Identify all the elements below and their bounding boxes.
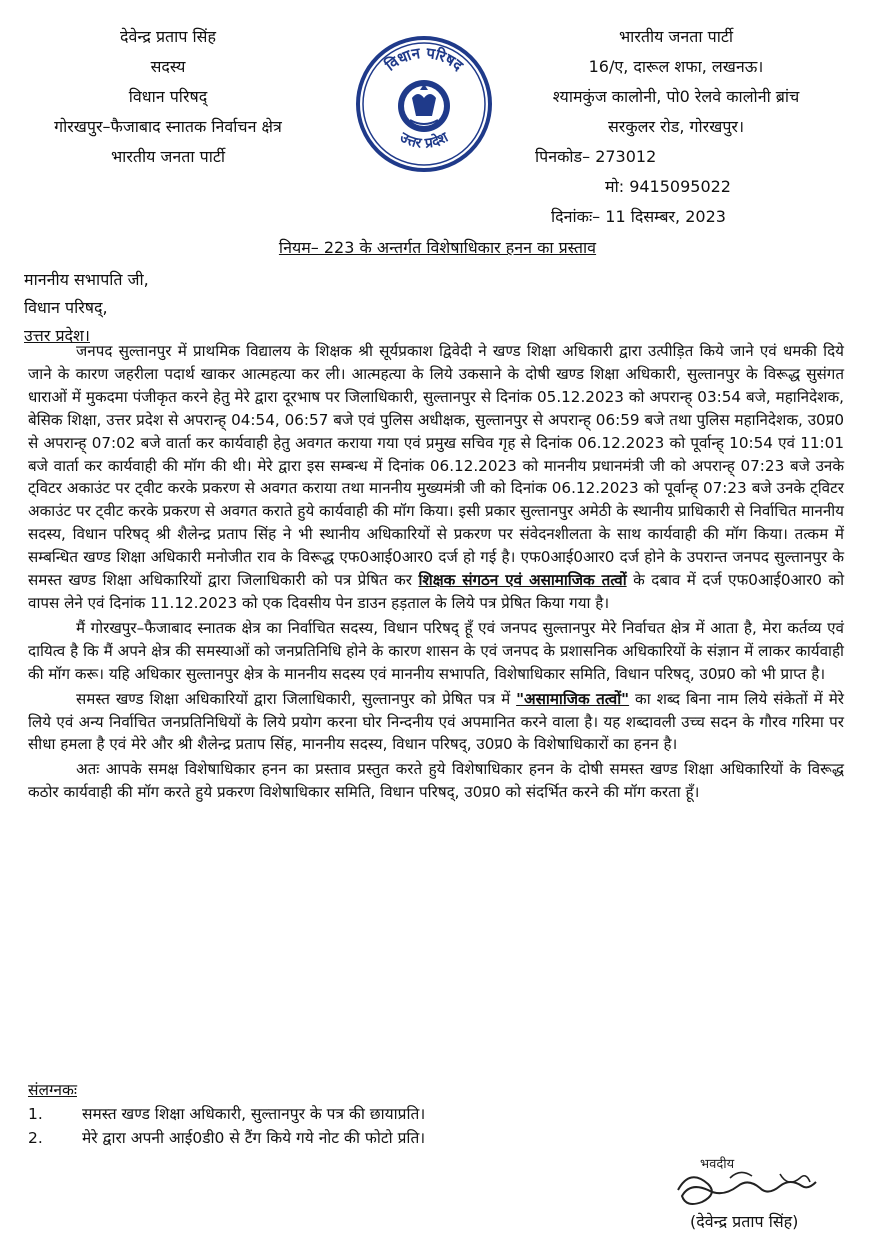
address-party: भारतीय जनता पार्टी	[618, 27, 734, 46]
seal-top-text: विधान परिषद	[381, 43, 467, 75]
enclosures	[28, 1078, 425, 1150]
paragraph-3-highlight: "असामाजिक तत्वों"	[516, 689, 630, 708]
enclosure-number: 2.	[28, 1129, 43, 1147]
letter-body	[28, 340, 844, 806]
paragraph-4: अतः आपके समक्ष विशेषाधिकार हनन का प्रस्ताव प्रस्तुत करते हुये विशेषाधिकार हनन के दोषी समस्त खण्ड शिक्षा अधिकारियों के विरूद्ध कठोर कार्यवाही की मॉग करते हुये प्रकरण विशेषाधिकार समिति, विधान परिषद्, उ0प्र0 को संदर्भित करने की मॉग करता हूँ।	[28, 760, 844, 802]
letter-date: दिनांकः– 11 दिसम्बर, 2023	[551, 207, 726, 226]
handwritten-signature	[660, 1150, 860, 1250]
address-line-3: सरकुलर रोड, गोरखपुर।	[607, 117, 745, 136]
enclosure-item	[28, 1102, 425, 1126]
seal-bottom-text: उत्तर प्रदेश	[396, 129, 451, 152]
salutation-line-2: विधान परिषद्,	[24, 298, 108, 317]
address-pincode: पिनकोड– 273012	[535, 147, 657, 166]
enclosures-title: संलग्नकः	[28, 1081, 77, 1099]
address-mobile: मो: 9415095022	[605, 177, 731, 196]
paragraph-1-highlight: शिक्षक संगठन एवं असामाजिक तत्वों	[418, 571, 627, 590]
enclosure-text: मेरे द्वारा अपनी आई0डी0 से टैंग किये गये नोट की फोटो प्रति।	[82, 1129, 426, 1147]
salutation	[24, 266, 149, 350]
signatory-name: (देवेन्द्र प्रताप सिंह)	[690, 1212, 799, 1231]
paragraph-1-text-b: के दबाव में दर्ज एफ0आई0आर0 को वापस लेने एवं दिनांक 11.12.2023 को एक दिवसीय पेन डाउन हड़ताल के लिये पत्र प्रेषित किया गया है।	[28, 571, 845, 612]
salutation-line-1: माननीय सभापति जी,	[24, 270, 149, 289]
paragraph-3-text-a: समस्त खण्ड शिक्षा अधिकारियों द्वारा जिलाधिकारी, सुल्तानपुर को प्रेषित पत्र में	[76, 689, 511, 708]
sender-role: सदस्य	[150, 57, 186, 76]
enclosure-item	[28, 1126, 425, 1150]
paragraph-3-text-b: का शब्द बिना नाम लिये संकेतों में मेरे लिये एवं अन्य निर्वाचित जनप्रतिनिधियों के लिये प्रयोग करना घोर निन्दनीय एवं अपमानित करने वाला है। यह शब्दावली उच्च सदन के गौरव गरिमा पर सीधा हमला है एवं मेरे और श्री शैलेन्द्र प्रताप सिंह, माननीय सदस्य, विधान परिषद्, उ0प्र0 के विशेषाधिकारों का हनन है।	[28, 689, 844, 754]
address-line-2: श्यामकुंज कालोनी, पो0 रेलवे कालोनी ब्रांच	[552, 87, 800, 106]
sender-name: देवेन्द्र प्रताप सिंह	[120, 27, 216, 46]
sender-party: भारतीय जनता पार्टी	[110, 147, 226, 166]
paragraph-1-text-a: जनपद सुल्तानपुर में प्राथमिक विद्यालय के शिक्षक श्री सूर्यप्रकाश द्विवेदी ने खण्ड शिक्षा अधिकारी द्वारा उत्पीड़ित किये जाने एवं धमकी दिये जाने के कारण जहरीला पदार्थ खाकर आत्महत्या कर ली। आत्महत्या के लिये उकसाने के दोषी खण्ड शिक्षा अधिकारी, सुल्तानपुर के विरूद्ध सुसंगत धाराओं में मुकदमा पंजीकृत करने हेतु मेरे द्वारा दूरभाष पर जिलाधिकारी, सुल्तानपुर से दिनांक 05.12.2023 को अपरान्ह् 03:54 बजे, महानिदेशक, बेसिक शिक्षा, उत्तर प्रदेश से अपरान्ह् 04:54, 06:57 बजे एवं पुलिस अधीक्षक, सुल्तानपुर से अपरान्ह् 06:59 बजे तथा पुलिस महानिदेशक, उ0प्र0 से अपरान्ह् 07:02 बजे वार्ता कर कार्यवाही हेतु अवगत कराया गया एवं प्रमुख सचिव गृह से दिनांक 06.12.2023 को पूर्वान्ह् 10:54 एवं 11:01 बजे वार्ता कर कार्यवाही की मॉग की थी। मेरे द्वारा इस सम्बन्ध में दिनांक 06.12.2023 को माननीय प्रधानमंत्री जी को अपरान्ह् 07:23 बजे उनके ट्विटर अकाउंट पर ट्वीट करके प्रकरण से अवगत कराया तथा माननीय मुख्यमंत्री जी को दिनांक 06.12.2023 को पूर्वान्ह् 07:23 बजे उनके ट्विटर अकाउंट पर ट्वीट करके प्रकरण से अवगत कराते हुये कार्यवाही की मॉग किया। इसी प्रकार सुल्तानपुर अमेठी के स्थानीय प्राधिकारी से निर्वाचित माननीय सदस्य, विधान परिषद् श्री शैलेन्द्र प्रताप सिंह ने भी स्थानीय अधिकारियों से प्रकरण पर संवेदनशीलता के साथ कार्यवाही की मॉग किया। तत्कम में सम्बन्धित खण्ड शिक्षा अधिकारी मनोजीत राव के विरूद्ध एफ0आई0आर0 दर्ज हो गई है। एफ0आई0आर0 दर्ज होने के उपरान्त जनपद सुल्तानपुर के समस्त खण्ड शिक्षा अधिकारियों द्वारा जिलाधिकारी को पत्र प्रेषित कर	[28, 342, 844, 590]
paragraph-2: मैं गोरखपुर–फैजाबाद स्नातक क्षेत्र का निर्वाचित सदस्य, विधान परिषद् हूँ एवं जनपद सुल्तानपुर मेरे निर्वाचत क्षेत्र में आता है, मेरा कर्तव्य एवं दायित्व है कि मैं अपने क्षेत्र की समस्याओं को जनप्रतिनिधि होने के कारण शासन के एवं जनपद के प्रशासनिक अधिकारियों के संज्ञान में लाकर कार्यवाही की मॉग करू। यहि अधिकार सुल्तानपुर क्षेत्र के माननीय सदस्य एवं माननीय सभापति, विशेषाधिकार समिति, विधान परिषद्, उ0प्र0 को भी प्राप्त है।	[28, 618, 844, 683]
seal-emblem-icon	[398, 80, 450, 132]
sender-block	[18, 22, 318, 172]
sender-house: विधान परिषद्	[128, 87, 208, 106]
address-block	[495, 22, 857, 232]
sender-constituency: गोरखपुर–फैजाबाद स्नातक निर्वाचन क्षेत्र	[54, 117, 282, 136]
paragraph-1	[28, 340, 844, 615]
enclosure-text: समस्त खण्ड शिक्षा अधिकारी, सुल्तानपुर के पत्र की छायाप्रति।	[82, 1105, 426, 1123]
paragraph-3	[28, 688, 844, 757]
address-line-1: 16/ए, दारूल शफा, लखनऊ।	[588, 57, 764, 76]
subject-line: नियम– 223 के अन्तर्गत विशेषाधिकार हनन का प्रस्ताव	[278, 238, 597, 257]
vidhan-parishad-seal	[354, 34, 494, 174]
enclosure-number: 1.	[28, 1105, 43, 1123]
signature-closing: भवदीय	[700, 1157, 735, 1172]
salutation-line-3: उत्तर प्रदेश।	[24, 326, 90, 345]
